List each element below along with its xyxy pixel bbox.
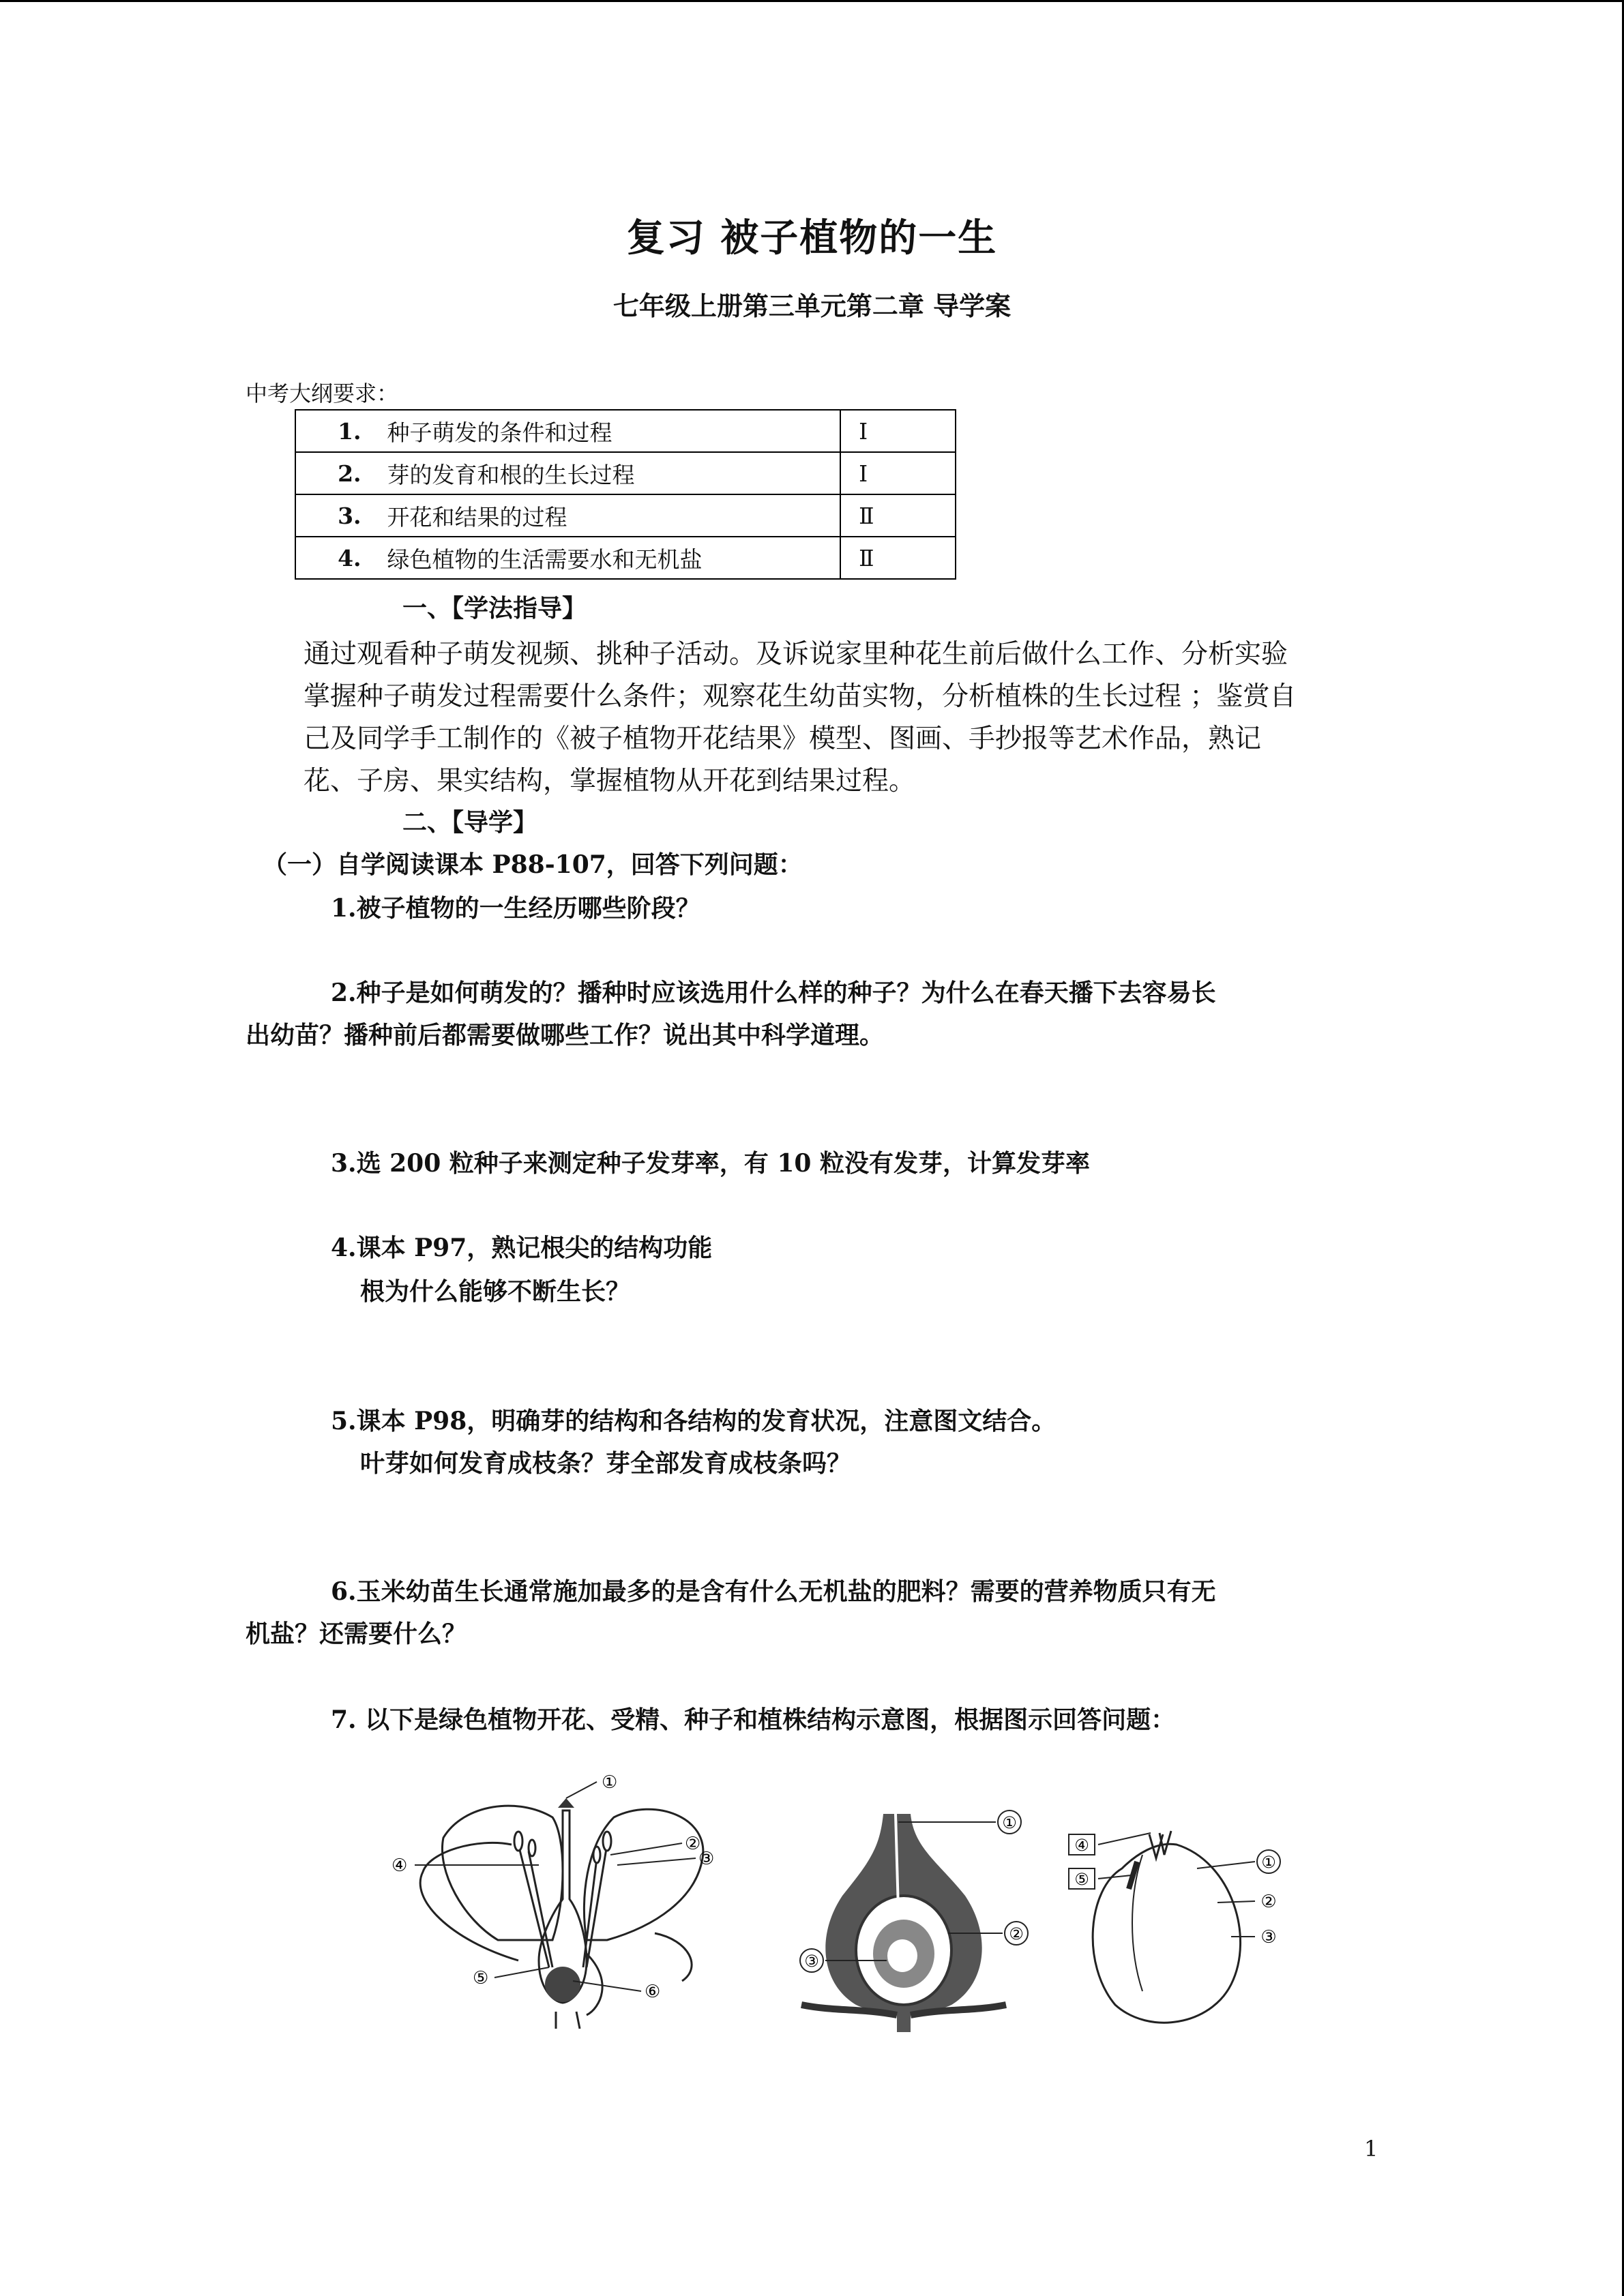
seed-diagram xyxy=(1061,1814,1306,2039)
outline-row-level: Ⅱ xyxy=(840,537,956,579)
table-row xyxy=(295,537,956,579)
seed-label: ① xyxy=(1261,1853,1276,1872)
question-5: 5.课本 P98，明确芽的结构和各结构的发育状况，注意图文结合。 xyxy=(331,1407,1057,1435)
outline-table xyxy=(295,409,956,580)
flower-label: ② xyxy=(685,1834,701,1854)
flower-label: ① xyxy=(602,1772,618,1793)
question-7: 7. 以下是绿色植物开花、受精、种子和植株结构示意图，根据图示回答问题： xyxy=(331,1705,1176,1734)
flower-label: ④ xyxy=(392,1855,408,1876)
outline-row-text: 种子萌发的条件和过程 xyxy=(368,410,841,452)
outline-row-num: 3. xyxy=(295,494,368,537)
outline-row-level: Ⅱ xyxy=(840,494,956,537)
section1-heading: 一、【学法指导】 xyxy=(402,594,587,623)
section1-line: 掌握种子萌发过程需要什么条件；观察花生幼苗实物，分析植株的生长过程 ；鉴赏自 xyxy=(304,681,1297,712)
question-5-sub: 叶芽如何发育成枝条？芽全部发育成枝条吗？ xyxy=(360,1449,852,1478)
outline-row-text: 芽的发育和根的生长过程 xyxy=(368,452,841,494)
page-border-top xyxy=(0,0,1624,2)
ovule-diagram xyxy=(774,1807,1047,2039)
outline-row-level: Ⅰ xyxy=(840,410,956,452)
question-6-line1: 6.玉米幼苗生长通常施加最多的是含有什么无机盐的肥料？需要的营养物质只有无 xyxy=(331,1577,1216,1606)
question-3: 3.选 200 粒种子来测定种子发芽率，有 10 粒没有发芽，计算发芽率 xyxy=(331,1149,1090,1178)
page-title: 复习 被子植物的一生 xyxy=(626,215,998,260)
outline-row-level: Ⅰ xyxy=(840,452,956,494)
question-2-line1: 2.种子是如何萌发的？播种时应该选用什么样的种子？为什么在春天播下去容易长 xyxy=(331,979,1216,1007)
outline-label: 中考大纲要求： xyxy=(246,381,399,406)
flower-label: ⑥ xyxy=(645,1982,661,2002)
page-number: 1 xyxy=(1364,2136,1378,2162)
flower-label: ③ xyxy=(698,1849,715,1869)
table-row xyxy=(295,410,956,452)
table-row xyxy=(295,494,956,537)
outline-row-num: 2. xyxy=(295,452,368,494)
seed-label: ③ xyxy=(1260,1927,1277,1948)
section1-line: 花、子房、果实结构，掌握植物从开花到结果过程。 xyxy=(304,766,916,796)
outline-row-text: 绿色植物的生活需要水和无机盐 xyxy=(368,537,841,579)
question-1: 1.被子植物的一生经历哪些阶段？ xyxy=(331,894,700,923)
question-2-line2: 出幼苗？播种前后都需要做哪些工作？说出其中科学道理。 xyxy=(246,1021,885,1049)
seed-label: ⑤ xyxy=(1074,1870,1089,1889)
outline-row-num: 4. xyxy=(295,537,368,579)
section1-line: 己及同学手工制作的《被子植物开花结果》模型、图画、手抄报等艺术作品，熟记 xyxy=(304,724,1262,754)
section2-sub: （一）自学阅读课本 P88-107，回答下列问题： xyxy=(263,850,803,879)
section2-heading: 二、【导学】 xyxy=(402,808,538,837)
flower-diagram xyxy=(382,1763,743,2036)
ovule-label: ① xyxy=(1002,1813,1017,1832)
question-6-line2: 机盐？还需要什么？ xyxy=(246,1620,467,1648)
ovule-label: ② xyxy=(1009,1924,1024,1943)
ovule-label: ③ xyxy=(804,1952,819,1971)
seed-label: ④ xyxy=(1074,1836,1089,1855)
table-row xyxy=(295,452,956,494)
question-4: 4.课本 P97，熟记根尖的结构功能 xyxy=(331,1234,713,1262)
question-4-sub: 根为什么能够不断生长？ xyxy=(360,1277,631,1306)
seed-label: ② xyxy=(1260,1892,1277,1912)
section1-line: 通过观看种子萌发视频、挑种子活动。及诉说家里种花生前后做什么工作、分析实验 xyxy=(304,639,1288,670)
page-subtitle: 七年级上册第三单元第二章 导学案 xyxy=(612,290,1012,321)
outline-row-num: 1. xyxy=(295,410,368,452)
outline-row-text: 开花和结果的过程 xyxy=(368,494,841,537)
flower-label: ⑤ xyxy=(473,1968,489,1988)
